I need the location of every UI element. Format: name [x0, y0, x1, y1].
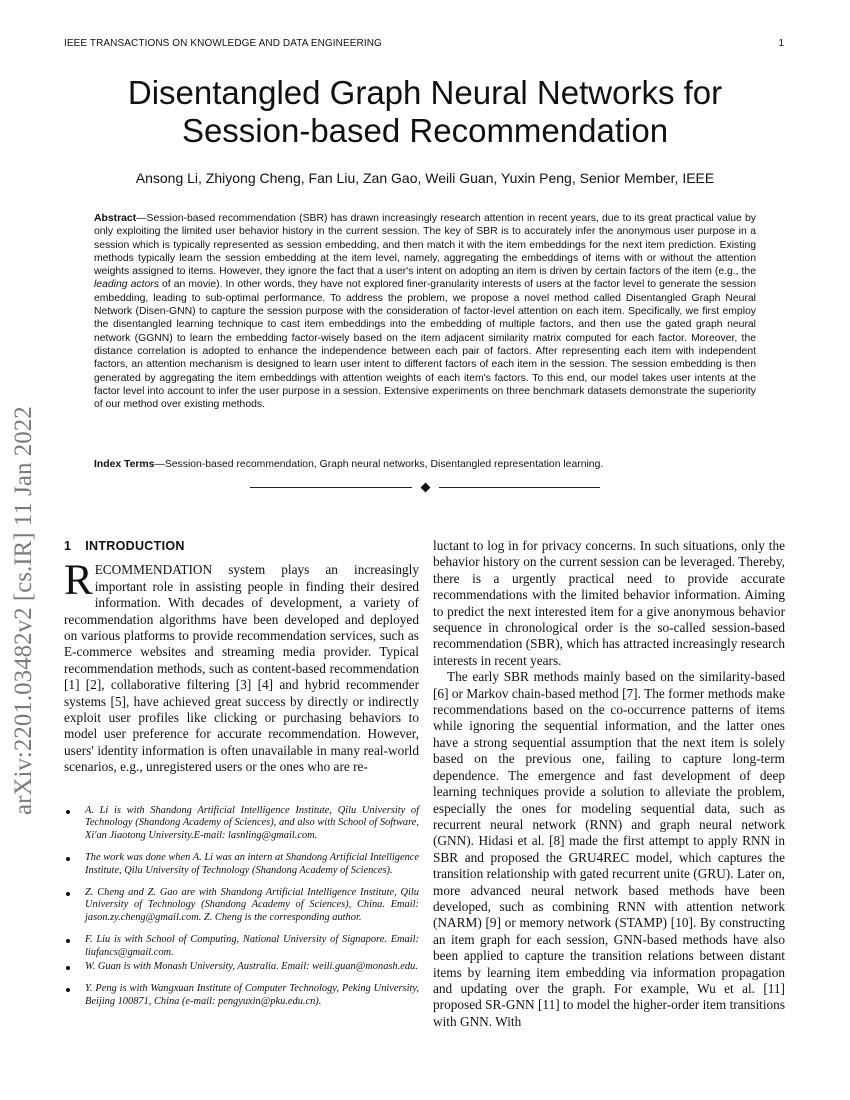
- footnote: A. Li is with Shandong Artificial Intelligence Institute, Qilu University of Technology (Shandong Academy of Sciences), and also with School of Software, Xi'an Jiaotong University.E-mail: lasnling@gmail.com.: [64, 805, 419, 842]
- divider-line-right: [439, 487, 601, 488]
- intro-paragraph-1: [64, 557, 419, 775]
- arxiv-identifier: arXiv:2201.03482v2 [cs.IR] 11 Jan 2022: [10, 406, 37, 815]
- footnote: F. Liu is with School of Computing, National University of Signapore. Email: liufancs@gmail.com.: [64, 934, 419, 959]
- index-terms: [94, 458, 756, 471]
- intro-paragraph-1-continued: luctant to log in for privacy concerns. In such situations, only the behavior history on the current session can be leveraged. Thereby, there is a urgently practical need to provide accurate recommendations with the limited behavior information. Aiming to predict the next interested item for a give anonymous behavior sequence in chronological order is the so-called session-based recommendation (SBR), which has attracted increasingly research interests in recent years.: [433, 538, 785, 668]
- author-list: Ansong Li, Zhiyong Cheng, Fan Liu, Zan Gao, Weili Guan, Yuxin Peng, Senior Member, IEEE: [135, 170, 715, 186]
- section-divider: [250, 480, 600, 494]
- abstract-text-2: of an movie). In other words, they have not explored finer-granularity interests of users at the factor level to generate the session embedding, leading to sub-optimal performance. To address the problem, we propose a novel method called Disentangled Graph Neural Network (Disen-GNN) to capture the session purpose with the consideration of factor-level attention on each item. Specifically, we first employ the disentangled learning technique to cast item embeddings into the embedding of multiple factors, and then use the gated graph neural network (GGNN) to learn the embedding factor-wisely based on the item adjacent similarity matrix computed for each factor. Moreover, the distance correlation is adopted to enhance the independence between each pair of factors. After representing each item with independent factors, an attention mechanism is designed to learn user intent to different factors of each item in the session. The session embedding is then generated by aggregating the item embeddings with attention weights of each item's factors. To this end, our model takes user intents at the factor level into account to infer the user purpose in a session. Extensive experiments on three benchmark datasets demonstrate the superiority of our method over existing methods.: [94, 279, 756, 411]
- footnote: W. Guan is with Monash University, Australia. Email: weili.guan@monash.edu.: [64, 961, 419, 973]
- drop-cap: R: [64, 557, 93, 605]
- page-number: 1: [778, 38, 784, 49]
- section-heading: [64, 538, 419, 554]
- abstract-label: Abstract: [94, 213, 137, 224]
- right-column: [433, 538, 785, 1030]
- index-terms-label: Index Terms: [94, 459, 155, 470]
- title-line-2: Session-based Recommendation: [181, 112, 669, 149]
- intro-paragraph-2: The early SBR methods mainly based on the similarity-based [6] or Markov chain-based method [7]. The former methods make recommendations based on the co-occurrence patterns of items while ignoring the sequential information, and the latter ones have a strong sequential assumption that the next item is solely based on the previous one, failing to capture long-term dependence. The emergence and fast development of deep learning techniques provide a solution to alleviate the problem, especially the ones for modeling sequential data, such as recurrent neural network (RNN) and graph neural network (GNN). Hidasi et al. [8] made the first attempt to apply RNN in SBR and proposed the GRU4REC model, which captures the transition relationship with gated recurrent unite (GRU). Later on, more advanced neural network based methods have been developed, such as combining RNN with attention network (NARM) [9] or memory network (STAMP) [10]. By constructing an item graph for each session, GNN-based methods have also been applied to capture the transition relations between distant items by learning item embedding via information propagation and updating over the graph. For example, Wu et al. [11] proposed SR-GNN [11] to model the higher-order item transitions with GNN. With: [433, 669, 785, 1029]
- footnote: Y. Peng is with Wangxuan Institute of Computer Technology, Peking University, Beijing 100871, China (e-mail: pengyuxin@pku.edu.cn).: [64, 983, 419, 1008]
- divider-line-left: [250, 487, 412, 488]
- footnotes: [64, 805, 419, 1018]
- running-header: IEEE TRANSACTIONS ON KNOWLEDGE AND DATA ENGINEERING: [64, 38, 382, 49]
- abstract: [94, 212, 756, 411]
- footnote: The work was done when A. Li was an intern at Shandong Artificial Intelligence Institute, Qilu University of Technology (Shandong Academy of Sciences).: [64, 852, 419, 877]
- abstract-text-1: —Session-based recommendation (SBR) has drawn increasingly research attention in recent years, due to its great practical value by only exploiting the limited user behavior history in the current session. The key of SBR is to accurately infer the anonymous user purpose in a session which is typically represented as session embedding, and then match it with the item embeddings for the next item prediction. Existing methods typically learn the session embedding at the item level, namely, aggregating the embeddings of items with or without the attention weights assigned to items. However, they ignore the fact that a user's intent on adopting an item is driven by certain factors of the item (e.g., the: [94, 213, 756, 278]
- diamond-icon: [420, 482, 430, 492]
- title-line-1: Disentangled Graph Neural Networks for: [127, 74, 723, 111]
- section-title: INTRODUCTION: [85, 539, 185, 553]
- footnote: Z. Cheng and Z. Gao are with Shandong Artificial Intelligence Institute, Qilu University of Technology (Shandong Academy of Sciences), China. Email: jason.zy.cheng@gmail.com. Z. Cheng is the corresponding author.: [64, 887, 419, 924]
- paper-title: [60, 74, 790, 150]
- left-column: [64, 538, 419, 776]
- intro-paragraph-1-text: system plays an increasingly important role in assisting people in finding their desired information. With decades of development, a variety of recommendation algorithms have been developed and deployed on various platforms to provide recommendation services, such as E-commerce websites and streaming media provider. Typical recommendation methods, such as content-based recommendation [1] [2], collaborative filtering [3] [4] and hybrid recommender systems [5], have achieved great success by directly or indirectly exploit user profiles like clicking or purchasing behaviors to model user preference for accurate recommendation. However, users' identity information is often unavailable in many real-world scenarios, e.g., unregistered users or the ones who are re-: [64, 562, 419, 775]
- abstract-italic: leading actors: [94, 279, 159, 291]
- first-word: ECOMMENDATION: [94, 562, 213, 578]
- index-terms-text: —Session-based recommendation, Graph neural networks, Disentangled representation learning.: [154, 459, 604, 470]
- section-number: 1: [64, 539, 72, 553]
